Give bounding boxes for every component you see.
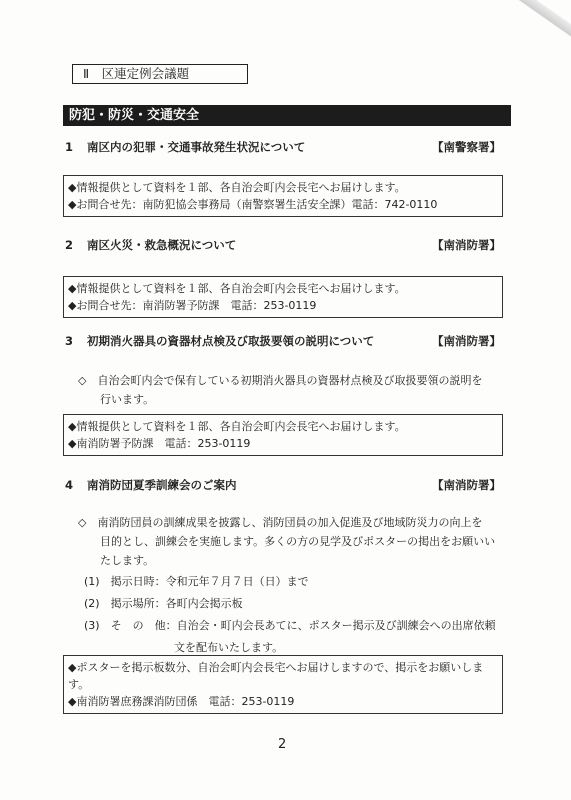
notice-line: ◆情報提供として資料を１部、各自治会町内会長宅へお届けします。 (68, 420, 406, 433)
item-number: 3 (65, 334, 74, 348)
item-description-3 (78, 371, 482, 409)
notice-line: ◆南消防署予防課 電話：253-0119 (68, 437, 251, 450)
item-title: 初期消火器具の資器材点検及び取扱要領の説明について (87, 334, 375, 348)
item-department: 【南警察署】 (432, 140, 501, 154)
notice-box-4 (63, 655, 503, 714)
item-number: 4 (65, 478, 74, 492)
notice-line: ◆情報提供として資料を１部、各自治会町内会長宅へお届けします。 (68, 181, 406, 194)
item-department: 【南消防署】 (432, 334, 501, 348)
agenda-item-1 (65, 139, 505, 155)
notice-box-1 (63, 175, 503, 217)
section-title: Ⅱ 区連定例会議題 (72, 64, 248, 84)
notice-box-2 (63, 276, 503, 318)
notice-line: ◆お問合せ先：南消防署予防課 電話：253-0119 (68, 299, 317, 312)
desc-line: 行います。 (100, 393, 155, 406)
notice-line: ◆ポスターを掲示板数分、自治会町内会長宅へお届けしますので、掲示をお願いします。 (68, 661, 484, 691)
item-title: 南区内の犯罪・交通事故発生状況について (87, 140, 306, 154)
list-item: (3) そ の 他：自治会・町内会長あてに、ポスター掲示及び訓練会への出席依頼 (84, 619, 496, 632)
item-number: 1 (65, 140, 74, 154)
agenda-item-3 (65, 333, 505, 349)
page-corner-fold (511, 0, 571, 40)
item-title: 南消防団夏季訓練会のご案内 (87, 478, 237, 492)
page-number: 2 (278, 737, 287, 752)
list-item: (2) 掲示場所：各町内会掲示板 (84, 597, 243, 610)
item-details-list-4 (84, 571, 496, 659)
item-title: 南区火災・救急概況について (87, 238, 237, 252)
item-department: 【南消防署】 (432, 238, 501, 252)
notice-line: ◆お問合せ先：南防犯協会事務局（南警察署生活安全課）電話：742-0110 (68, 198, 438, 211)
desc-line: 目的とし、訓練会を実施します。多くの方の見学及びポスターの掲出をお願いい (100, 535, 496, 548)
item-number: 2 (65, 238, 74, 252)
item-description-4 (78, 513, 495, 570)
notice-line: ◆情報提供として資料を１部、各自治会町内会長宅へお届けします。 (68, 282, 406, 295)
list-item: (1) 掲示日時：令和元年７月７日（日）まで (84, 575, 309, 588)
desc-line: たします。 (100, 554, 155, 567)
topic-header: 防犯・防災・交通安全 (63, 105, 511, 126)
item-department: 【南消防署】 (432, 478, 501, 492)
desc-line: ◇ 自治会町内会で保有している初期消火器具の資器材点検及び取扱要領の説明を (78, 374, 483, 387)
desc-line: ◇ 南消防団員の訓練成果を披露し、消防団員の加入促進及び地域防災力の向上を (78, 516, 483, 529)
notice-box-3 (63, 414, 503, 456)
notice-line: ◆南消防署庶務課消防団係 電話：253-0119 (68, 695, 295, 708)
agenda-item-2 (65, 237, 505, 253)
list-item: 文を配布いたします。 (174, 641, 284, 654)
agenda-item-4 (65, 477, 505, 493)
